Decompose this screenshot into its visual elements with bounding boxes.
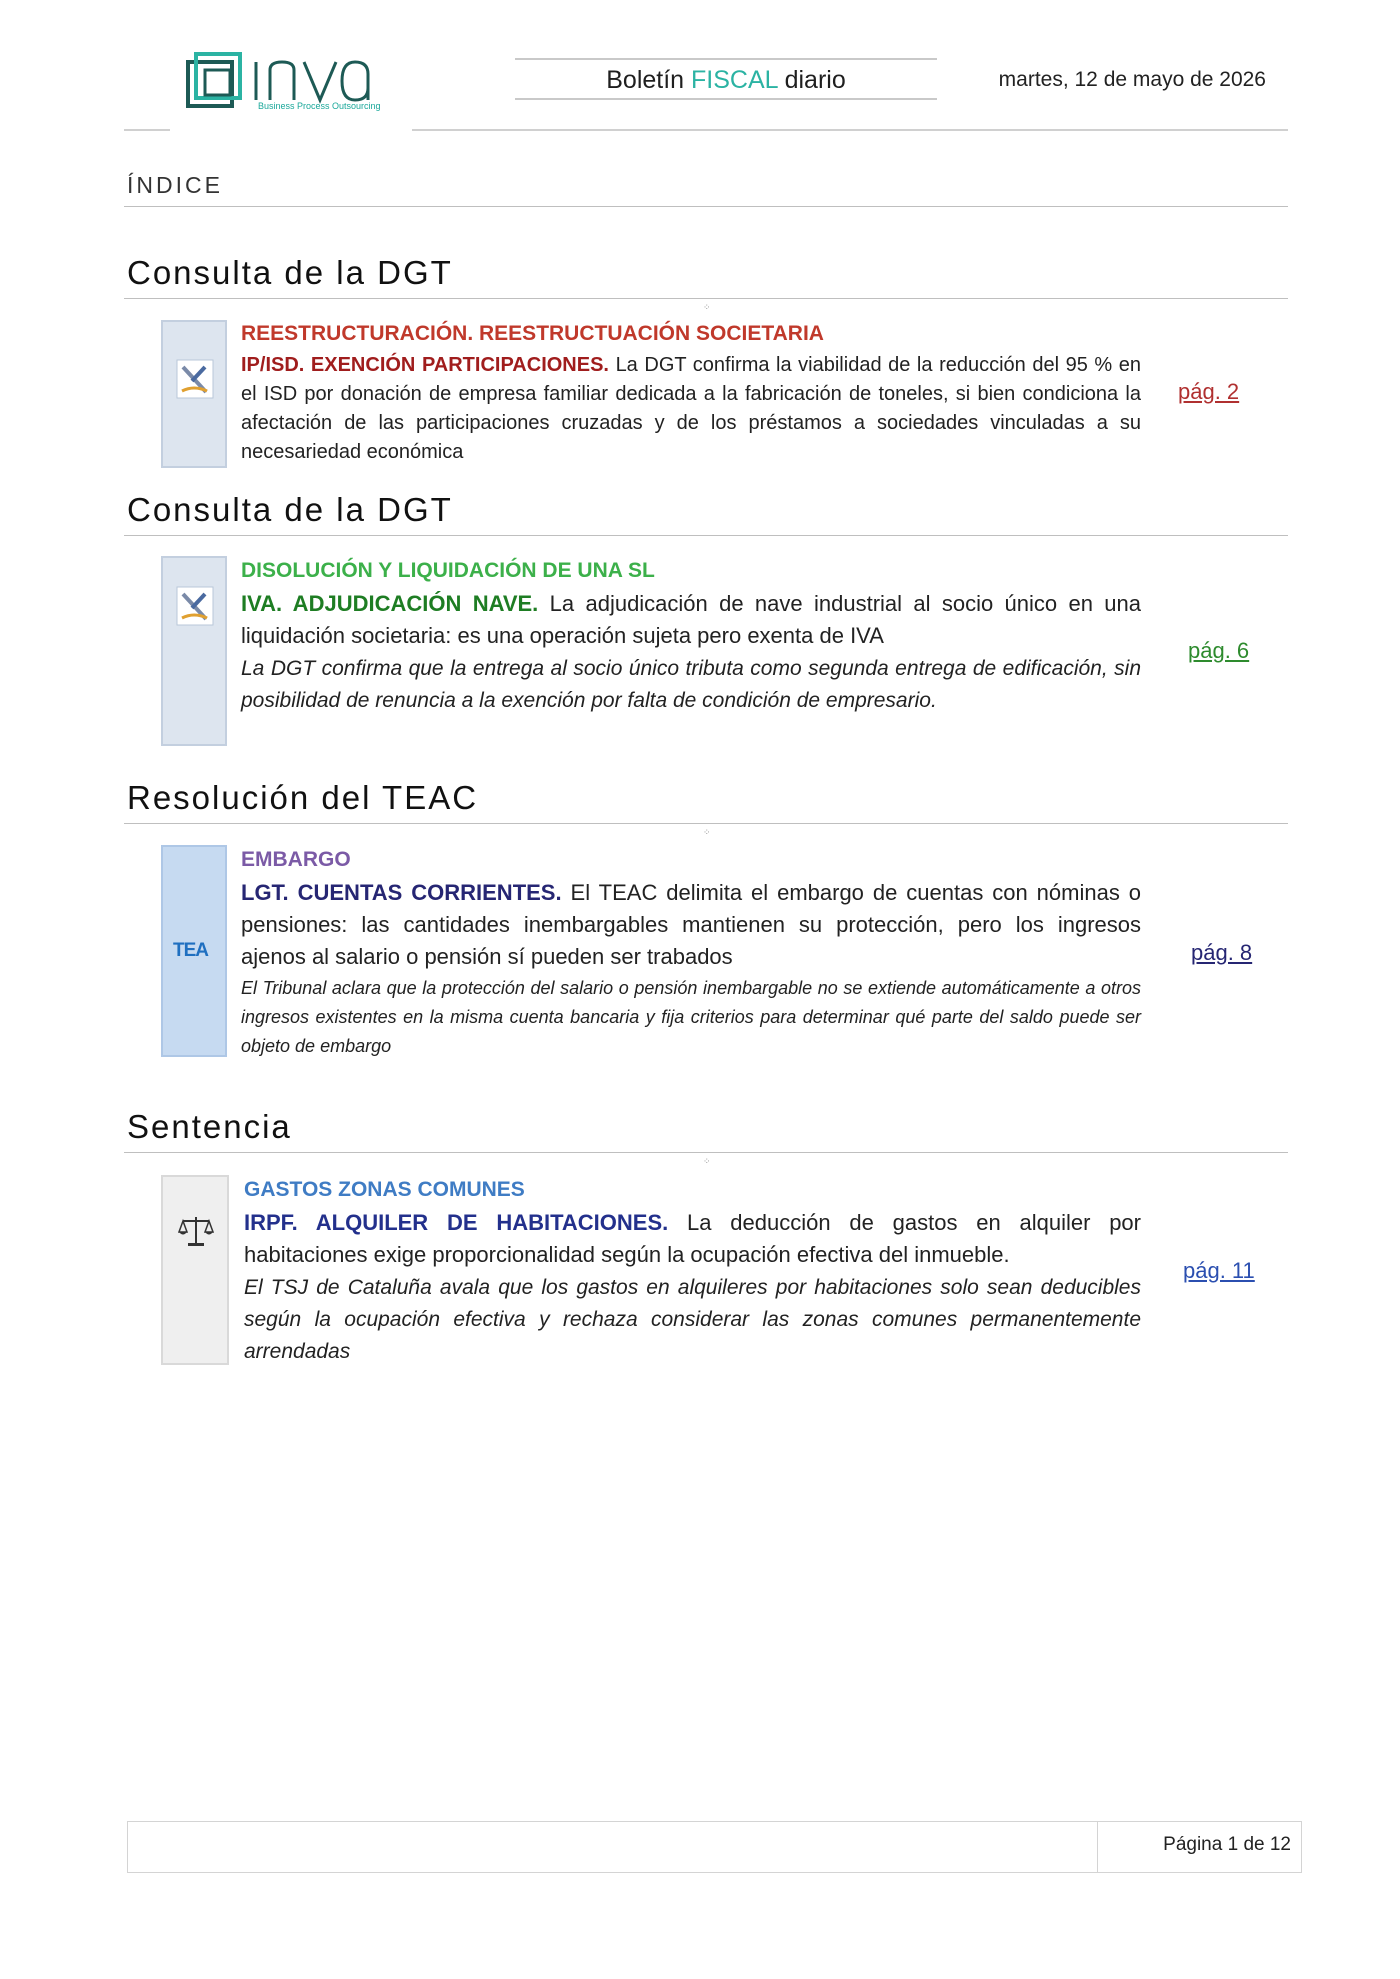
- bulletin-title-post: diario: [784, 66, 846, 94]
- bulletin-date: martes, 12 de mayo de 2026: [998, 68, 1266, 91]
- section-title: Consulta de la DGT: [127, 491, 453, 528]
- index-rule: [124, 206, 1288, 207]
- page-link[interactable]: pág. 11: [1183, 1258, 1255, 1283]
- anchor-marker: ⁘: [703, 302, 711, 312]
- scales-of-justice-icon: [178, 1214, 214, 1248]
- section-rule: [124, 298, 1288, 299]
- entry-category: EMBARGO: [241, 848, 351, 871]
- section-title: Sentencia: [127, 1108, 292, 1145]
- section-rule: [124, 535, 1288, 536]
- title-rule-top: [515, 58, 937, 60]
- section-rule: [124, 823, 1288, 824]
- header-rule-right: [412, 129, 1288, 131]
- entry-category: REESTRUCTURACIÓN. REESTRUCTUACIÓN SOCIETARIA: [241, 322, 824, 345]
- section-title: Consulta de la DGT: [127, 254, 453, 291]
- entry-headline: IVA. ADJUDICACIÓN NAVE.: [241, 591, 539, 616]
- entry-icon-panel: [161, 1175, 229, 1365]
- aeat-logo-icon: [176, 359, 214, 399]
- bulletin-title: [515, 66, 937, 95]
- entry-headline: LGT. CUENTAS CORRIENTES.: [241, 880, 562, 905]
- entry-summary: El Tribunal aclara que la protección del salario o pensión inembargable no se extiende automáticamente a otros ingresos existentes en la misma cuenta bancaria y fija criterios para determinar qué parte del saldo puede ser objeto de embargo: [241, 978, 1141, 1056]
- header-rule-left: [124, 129, 170, 131]
- entry-headline: IP/ISD. EXENCIÓN PARTICIPACIONES.: [241, 354, 609, 376]
- entry-summary: El TSJ de Cataluña avala que los gastos en alquileres por habitaciones solo sean deducibles según la ocupación efectiva y rechaza considerar las zonas comunes permanentemente arrendadas: [244, 1276, 1141, 1363]
- entry-icon-panel: [161, 556, 227, 746]
- entry-text: El TEAC delimita el embargo de cuentas con nóminas o pensiones: las cantidades inembargables mantienen su protección, pero los ingresos ajenos al salario o pensión sí pueden ser trabados: [241, 880, 1141, 969]
- entry-summary: La DGT confirma que la entrega al socio único tributa como segunda entrega de edificación, sin posibilidad de renuncia a la exención por falta de condición de empresario.: [241, 657, 1141, 712]
- anchor-marker: ⁘: [703, 1156, 711, 1166]
- brand-tagline: Business Process Outsourcing: [258, 101, 381, 111]
- entry-headline: IRPF. ALQUILER DE HABITACIONES.: [244, 1210, 669, 1235]
- bulletin-title-accent: FISCAL: [691, 66, 778, 94]
- entry-body: [241, 877, 1141, 973]
- entry-icon-panel: [161, 845, 227, 1057]
- page-link[interactable]: pág. 6: [1188, 638, 1250, 663]
- bulletin-title-pre: Boletín: [606, 66, 685, 94]
- page-link[interactable]: pág. 8: [1191, 940, 1253, 965]
- tea-logo-icon: TEA: [173, 940, 208, 961]
- entry-category: DISOLUCIÓN Y LIQUIDACIÓN DE UNA SL: [241, 559, 655, 582]
- entry-body: [244, 1207, 1141, 1271]
- entry-text: La DGT confirma la viabilidad de la reducción del 95 % en el ISD por donación de empresa familiar dedicada a la fabricación de toneles, si bien condiciona la afectación de las participaciones cruzadas y de los préstamos a sociedades vinculadas a su necesariedad económica: [241, 354, 1142, 463]
- entry-body: [241, 351, 1141, 467]
- entry-body: [241, 588, 1141, 652]
- index-heading: ÍNDICE: [127, 172, 223, 198]
- entry-category: GASTOS ZONAS COMUNES: [244, 1178, 525, 1201]
- title-rule-bottom: [515, 98, 937, 100]
- entry-text: La deducción de gastos en alquiler por habitaciones exige proporcionalidad según la ocupación efectiva del inmueble.: [244, 1210, 1141, 1267]
- entry-text: La adjudicación de nave industrial al socio único en una liquidación societaria: es una operación sujeta pero exenta de IVA: [241, 591, 1141, 648]
- aeat-logo-icon: [176, 586, 214, 626]
- anchor-marker: ⁘: [703, 827, 711, 837]
- entry-icon-panel: [161, 320, 227, 468]
- page-link[interactable]: pág. 2: [1178, 379, 1240, 404]
- section-rule: [124, 1152, 1288, 1153]
- section-title: Resolución del TEAC: [127, 779, 479, 816]
- page-number: Página 1 de 12: [1163, 1834, 1291, 1855]
